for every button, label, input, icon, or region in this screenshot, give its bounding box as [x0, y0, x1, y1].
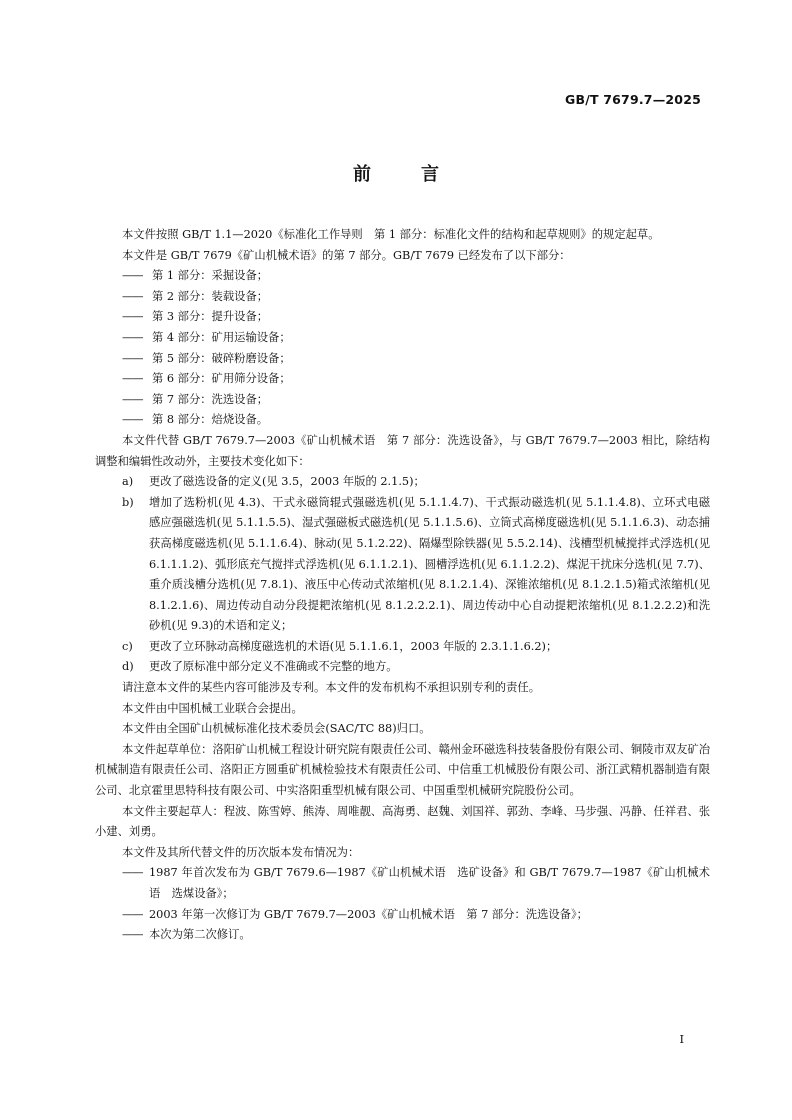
- change-item: d) 更改了原标准中部分定义不准确或不完整的地方。: [122, 660, 398, 674]
- history-item: —— 2003 年第一次修订为 GB/T 7679.7—2003《矿山机械术语 第 7 部分：洗选设备》；: [122, 907, 588, 921]
- part-list-item: —— 第 5 部分：破碎粉磨设备；: [122, 351, 291, 365]
- page-title: [0, 160, 792, 186]
- paragraph-drafting-units: 本文件起草单位：洛阳矿山机械工程设计研究院有限责任公司、赣州金环磁选科技装备股份有限公司、铜陵市双友矿冶机械制造有限责任公司、洛阳正方圆重矿机械检验技术有限责任公司、中信重工机械股份有限公司、浙江武精机器制造有限公司、北京霍里思特科技有限公司、中实洛阳重型机械有限公司、中国重型机械研究院股份公司。: [95, 742, 710, 798]
- part-list-item: —— 第 2 部分：装载设备；: [122, 289, 269, 303]
- page-number: I: [679, 1032, 684, 1046]
- paragraph-series-intro: 本文件是 GB/T 7679《矿山机械术语》的第 7 部分。GB/T 7679 已经发布了以下部分：: [122, 248, 571, 262]
- part-list-item: —— 第 4 部分：矿用运输设备；: [122, 330, 291, 344]
- paragraph-replacement: 本文件代替 GB/T 7679.7—2003《矿山机械术语 第 7 部分：洗选设备》，与 GB/T 7679.7—2003 相比，除结构调整和编辑性改动外，主要技术变化如下：: [95, 433, 710, 468]
- paragraph-proposed-by: 本文件由中国机械工业联合会提出。: [122, 701, 303, 715]
- part-list-item: —— 第 8 部分：焙烧设备。: [122, 413, 269, 427]
- paragraph-drafters: 本文件主要起草人：程波、陈雪婷、熊涛、周唯靓、高海勇、赵魏、刘国祥、郭劲、李峰、马步强、冯静、任祥君、张小建、刘勇。: [95, 804, 710, 839]
- part-list-item: —— 第 6 部分：矿用筛分设备；: [122, 372, 291, 386]
- paragraph-drafting-rules: 本文件按照 GB/T 1.1—2020《标准化工作导则 第 1 部分：标准化文件的结构和起草规则》的规定起草。: [122, 228, 660, 241]
- part-list-item: —— 第 1 部分：采掘设备；: [122, 269, 269, 283]
- part-list-item: —— 第 7 部分：洗选设备；: [122, 392, 269, 406]
- paragraph-patent-notice: 请注意本文件的某些内容可能涉及专利。本文件的发布机构不承担识别专利的责任。: [122, 681, 540, 695]
- change-item: c) 更改了立环脉动高梯度磁选机的术语(见 5.1.1.6.1，2003 年版的 2.3.1.1.6.2)；: [122, 639, 558, 653]
- change-item: a) 更改了磁选设备的定义(见 3.5，2003 年版的 2.1.5)；: [122, 475, 425, 489]
- part-list-item: —— 第 3 部分：提升设备；: [122, 310, 269, 324]
- paragraph-technical-committee: 本文件由全国矿山机械标准化技术委员会(SAC/TC 88)归口。: [122, 722, 431, 736]
- title-char-2: 言: [421, 164, 439, 185]
- foreword-body: [95, 225, 710, 946]
- change-item: b) 增加了选粉机(见 4.3)、干式永磁筒辊式强磁选机(见 5.1.1.4.7)、干式振动磁选机(见 5.1.1.4.8)、立环式电磁感应强磁选机(见 5.1.1.5.5)、湿式强磁板式磁选机(见 5.1.1.5.6)、立筒式高梯度磁选机(见 5.1.1.6.3)、动态捕获高梯度磁选机(见 5.1.1.6.4)、脉动(见 5.1.2.22)、隔爆型除铁器(见 5.5.2.14)、浅槽型机械搅拌式浮选机(见 6.1.1.1.2)、弧形底充气搅拌式浮选机(见 6.1.1.2.1)、圆槽浮选机(见 6.1.1.2.2)、煤泥干扰床分选机(见 7.7)、重介质浅槽分选机(见 7.8.1)、液压中心传动式浓缩机(见 8.1.2.1.4)、深锥浓缩机(见 8.1.2.1.5)箱式浓缩机(见 8.1.2.1.6)、周边传动自动分段提耙浓缩机(见 8.1.2.2.2.1)、周边传动中心自动提耙浓缩机(见 8.1.2.2.2)和洗砂机(见 9.3)的术语和定义；: [122, 495, 710, 633]
- standard-number: GB/T 7679.7—2025: [565, 92, 701, 107]
- title-char-1: 前: [353, 164, 371, 185]
- paragraph-history-intro: 本文件及其所代替文件的历次版本发布情况为：: [122, 845, 360, 859]
- history-item: —— 1987 年首次发布为 GB/T 7679.6—1987《矿山机械术语 选矿设备》和 GB/T 7679.7—1987《矿山机械术语 选煤设备》；: [122, 866, 710, 900]
- history-item: —— 本次为第二次修订。: [122, 928, 251, 942]
